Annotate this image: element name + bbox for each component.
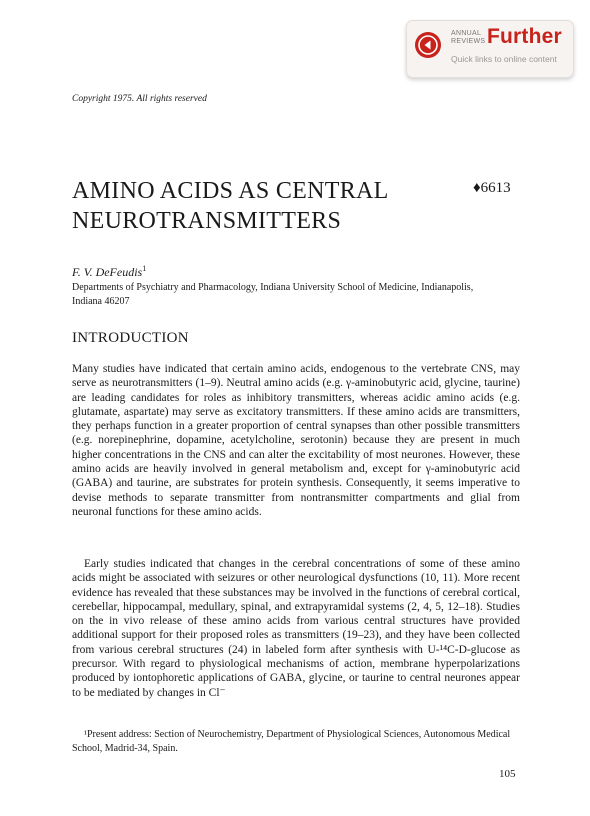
badge-brand: Further	[487, 25, 562, 48]
badge-subtitle: Quick links to online content	[451, 54, 557, 64]
author-footnote-mark: 1	[142, 264, 147, 273]
author-affiliation: Departments of Psychiatry and Pharmacology, Indiana University School of Medicine, Indianapolis, Indiana 46207	[72, 282, 474, 307]
arrow-left-circle-icon	[415, 32, 441, 58]
footnote: ¹Present address: Section of Neurochemistry, Department of Physiological Sciences, Autonomous Medical School, Madrid-34, Spain.	[72, 729, 511, 754]
article-number: ♦6613	[473, 180, 511, 196]
author-line	[72, 264, 146, 280]
badge-series-name	[451, 30, 486, 46]
body-paragraph: Many studies have indicated that certain amino acids, endogenous to the vertebrate CNS, may serve as neurotransmitters (1–9). Neutral amino acids (e.g. γ-aminobutyric acid, glycine, taurine) are leading candidates for roles as inhibitory transmitters, whereas acidic amino acids (e.g. glutamate, aspartate) may serve as excitatory transmitters. If these amino acids are transmitters, they perhaps function in a greater proportion of central synapses than other possible transmitters (e.g. norepinephrine, dopamine, acetylcholine, serotonin) because they are present in much higher concentrations in the CNS and can alter the excitability of most neurones. However, these amino acids are heavily involved in general metabolism and, except for γ-aminobutyric acid (GABA) and taurine, are substrates for protein synthesis. Consequently, it seems imperative to devise methods to separate transmitter from nontransmitter compartments and glial from neuronal functions for these amino acids.	[72, 363, 520, 518]
annual-reviews-further-badge[interactable]	[406, 20, 574, 78]
page-number: 105	[499, 768, 516, 780]
badge-series-line2: REVIEWS	[451, 38, 486, 45]
body-paragraph: Early studies indicated that changes in the cerebral concentrations of some of these amino acids might be associated with seizures or other neurological dysfunctions (10, 11). More recent evidence has revealed that these substances may be involved in the functions of cerebral cortical, cerebellar, hippocampal, medullary, spinal, and extrapyramidal systems (2, 4, 5, 12–18). Studies on the in vivo release of these amino acids from various central structures have provided additional support for their proposed roles as transmitters (19–23), and they have been collected from various cerebral structures (24) in labeled form after synthesis with U-¹⁴C-D-glucose as precursor. With regard to physiological mechanisms of action, membrane hyperpolarizations produced by iontophoretic applications of GABA, glycine, or taurine to central neurones appear to be mediated by changes in Cl⁻	[72, 558, 520, 699]
section-heading: INTRODUCTION	[72, 330, 189, 346]
copyright-notice: Copyright 1975. All rights reserved	[72, 94, 207, 104]
author-name: F. V. DeFeudis	[72, 265, 143, 279]
badge-series-line1: ANNUAL	[451, 30, 482, 37]
article-title: AMINO ACIDS AS CENTRAL NEUROTRANSMITTERS	[72, 178, 388, 234]
